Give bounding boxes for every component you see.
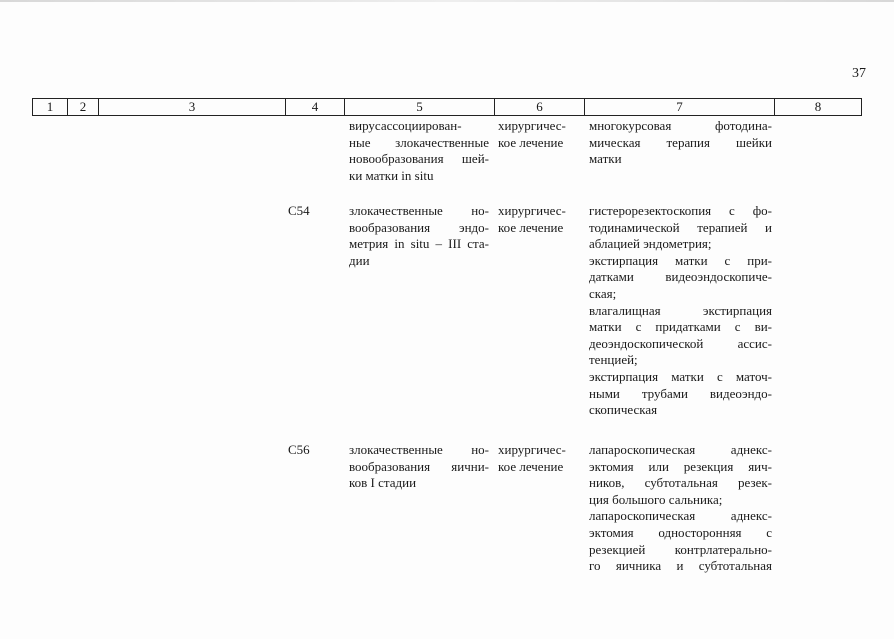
text-line: многокурсовая фотодина-: [589, 118, 772, 133]
row-1-treatment: [498, 118, 584, 151]
row-1-method: [589, 118, 772, 168]
row-1-condition: [349, 118, 489, 184]
text-line: гистерорезектоскопия с фо-: [589, 203, 772, 218]
column-number-7: 7: [585, 99, 775, 116]
text-line: вообразования эндо-: [349, 219, 489, 235]
column-number-2: 2: [68, 99, 99, 116]
text-line: матки с придатками с ви-: [589, 319, 772, 335]
row-3-treatment: [498, 442, 584, 475]
text-line: ки матки in situ: [349, 167, 434, 183]
text-line: деоэндоскопической ассис-: [589, 335, 772, 351]
text-line: тенцией;: [589, 352, 638, 368]
column-number-4: 4: [286, 99, 345, 116]
text-line: метрия in situ – III ста-: [349, 236, 489, 252]
text-line: экстирпация матки с при-: [589, 252, 772, 268]
column-number-5: 5: [345, 99, 495, 116]
text-line: матки: [589, 151, 622, 167]
row-2-method: [589, 203, 772, 419]
text-line: кое лечение: [498, 458, 564, 474]
text-line: вирусассоциирован-: [349, 118, 462, 133]
scan-edge: [0, 0, 894, 2]
text-line: эктомия или резекция яич-: [589, 458, 772, 474]
text-line: го яичника и субтотальная: [589, 558, 772, 574]
text-line: ская;: [589, 285, 617, 301]
text-line: влагалищная экстирпация: [589, 302, 772, 318]
page-number: 37: [852, 66, 866, 81]
column-header-row: [32, 98, 862, 116]
text-line: датками видеоэндоскопиче-: [589, 269, 772, 285]
text-line: хирургичес-: [498, 442, 566, 457]
row-3-code: C56: [288, 442, 310, 457]
text-line: тодинамической терапией и: [589, 219, 772, 235]
text-line: лапароскопическая аднекс-: [589, 508, 772, 524]
text-line: ными трубами видеоэндо-: [589, 385, 772, 401]
text-line: мическая терапия шейки: [589, 134, 772, 150]
text-line: лапароскопическая аднекс-: [589, 442, 772, 457]
text-line: резекцией контрлатерально-: [589, 541, 772, 557]
text-line: ников, субтотальная резек-: [589, 475, 772, 491]
text-line: ков I стадии: [349, 475, 417, 491]
text-line: кое лечение: [498, 219, 564, 235]
text-line: вообразования яични-: [349, 458, 489, 474]
column-number-6: 6: [495, 99, 585, 116]
text-line: кое лечение: [498, 134, 564, 150]
row-3-condition: [349, 442, 489, 492]
text-line: хирургичес-: [498, 118, 566, 133]
text-line: ция большого сальника;: [589, 491, 723, 507]
text-line: новообразования шей-: [349, 151, 489, 167]
text-line: экстирпация матки с маточ-: [589, 368, 772, 384]
text-line: хирургичес-: [498, 203, 566, 218]
row-3-method: [589, 442, 772, 575]
text-line: эктомия односторонняя с: [589, 524, 772, 540]
column-number-1: 1: [33, 99, 68, 116]
row-2-code: C54: [288, 203, 310, 218]
column-number-8: 8: [775, 99, 862, 116]
text-line: аблацией эндометрия;: [589, 236, 712, 252]
text-line: дии: [349, 252, 370, 268]
text-line: ные злокачественные: [349, 134, 489, 150]
row-2-treatment: [498, 203, 584, 236]
text-line: скопическая: [589, 402, 658, 418]
row-2-condition: [349, 203, 489, 269]
column-number-3: 3: [99, 99, 286, 116]
text-line: злокачественные но-: [349, 203, 489, 218]
text-line: злокачественные но-: [349, 442, 489, 457]
